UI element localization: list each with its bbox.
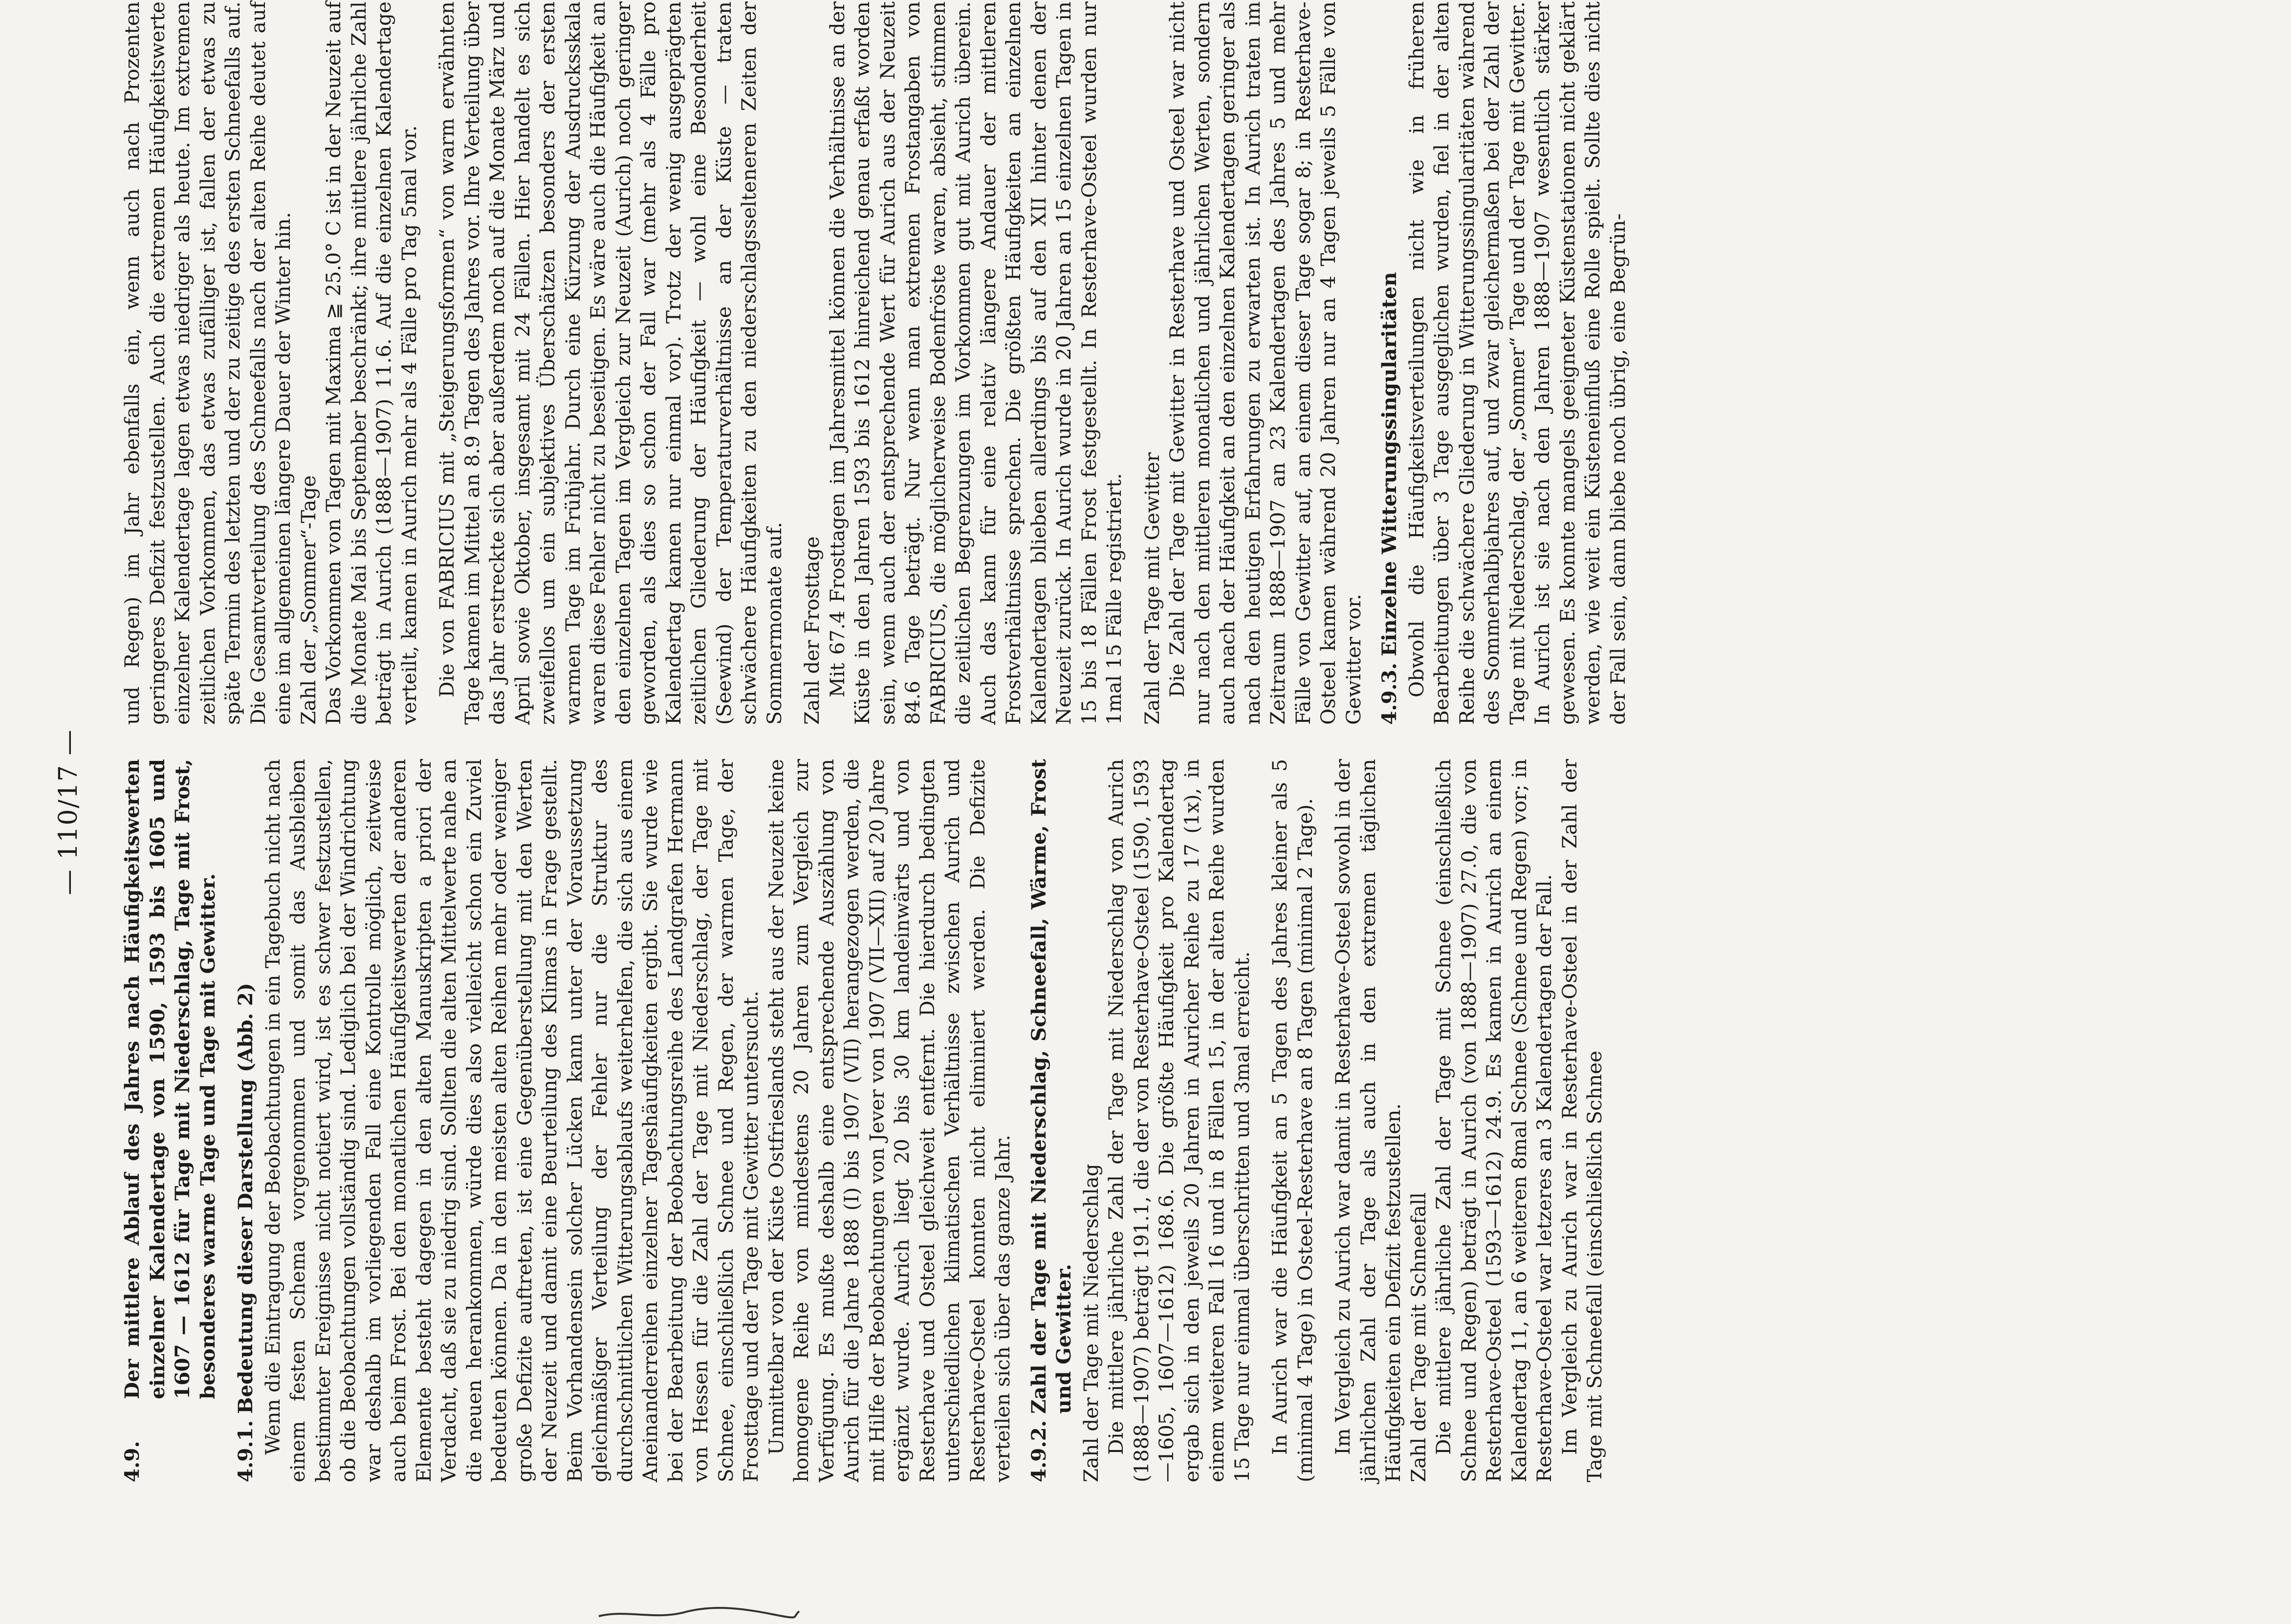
- paragraph: In Aurich war die Häufigkeit an 5 Tagen des Jahres kleiner als 5 (minimal 4 Tage) in Osteel-Resterhave an 8 Tagen (minimal 2 Tage).: [1268, 759, 1317, 1482]
- subsection-title: Zahl der Tage mit Niederschlag, Schneefall, Wärme, Frost und Gewitter.: [1026, 759, 1075, 1414]
- subsection-heading-4-9-1: [233, 759, 259, 1482]
- subheading-sommertage: Zahl der „Sommer“-Tage: [296, 475, 320, 725]
- subsection-number: 4.9.1.: [234, 1420, 257, 1482]
- paragraph: Obwohl die Häufigkeitsverteilungen nicht wie in früheren Bearbeitungen über 3 Tage ausgeglichen wurden, fiel in der alten Reihe die schwächere Gliederung in Witterungssingularitäten während des Sommerhalbjahres auf, und zwar gleichermaßen bei der Zahl der Tage mit Niederschlag, der „Sommer“ Tage und der Tage mit Gewitter. In Aurich ist sie nach den Jahren 1888—1907 wesentlich stärker gewesen. Es konnte mangels geeigneter Küstenstationen nicht geklärt werden, wie weit ein Küsteneinfluß eine Rolle spielt. Sollte dies nicht der Fall sein, dann bliebe noch übrig, eine Begrün-: [1404, 1, 1630, 725]
- paragraph: Unmittelbar von der Küste Ostfrieslands steht aus der Neuzeit keine homogene Reihe von mindestens 20 Jahren zum Vergleich zur Verfügung. Es mußte deshalb eine entsprechende Auszählung von Aurich für die Jahre 1888 (I) bis 1907 (VII) herangezogen werden, die mit Hilfe der Beobachtungen von Jever von 1907 (VII—XII) auf 20 Jahre ergänzt wurde. Aurich liegt 20 bis 30 km landeinwärts und von Resterhave und Osteel gleichweit entfernt. Die hierdurch bedingten unterschiedlichen klimatischen Verhältnisse zwischen Aurich und Resterhave-Osteel konnten nicht eliminiert werden. Die Defizite verteilen sich über das ganze Jahr.: [764, 759, 1014, 1482]
- paragraph: Im Vergleich zu Aurich war in Resterhave-Osteel in der Zahl der Tage mit Schneefall (einschließlich Schnee: [1557, 759, 1606, 1482]
- section-title: Der mittlere Ablauf des Jahres nach Häufigkeitswerten einzelner Kalendertage von 1590, 1593 bis 1605 und 1607 — 1612 für Tage mit Niederschlag, Tage mit Frost, besonderes warme Tage und Tage mit Gewitter.: [120, 759, 219, 1399]
- page-number: — 110/17 —: [54, 729, 83, 895]
- paragraph: Die mittlere jährliche Zahl der Tage mit Niederschlag von Aurich (1888—1907) beträgt 191.1, die der von Resterhave-Osteel (1590, 1593—1605, 1607—1612) 168.6. Die größte Häufigkeit pro Kalendertag ergab sich in den jeweils 20 Jahren in Auricher Reihe zu 17 (1x), in einem weiteren Fall 16 und in 8 Fällen 15, in der alten Reihe wurden 15 Tage nur einmal überschritten und 3mal erreicht.: [1104, 759, 1254, 1482]
- subsection-title: Einzelne Witterungssingularitäten: [1377, 272, 1401, 656]
- paragraph: und Regen) im Jahr ebenfalls ein, wenn auch nach Prozenten geringeres Defizit festzustellen. Auch die extremen Häufigkeitswerte einzelner Kalendertage lagen etwas niedriger als heute. Im extremen zeitlichen Vorkommen, das etwas zufälliger ist, fallen der etwas zu späte Termin des letzten und der zu zeitige des ersten Schneefalls auf. Die Gesamtverteilung des Schneefalls nach der alten Reihe deutet auf eine im allgemeinen längere Dauer der Winter hin.: [120, 1, 295, 725]
- paragraph: Das Vorkommen von Tagen mit Maxima ≧ 25.0° C ist in der Neuzeit auf die Monate Mai bis September beschränkt; ihre mittlere jährliche Zahl beträgt in Aurich (1888—1907) 11.6. Auf die einzelnen Kalendertage verteilt, kamen in Aurich mehr als 4 Fälle pro Tag 5mal vor.: [322, 1, 421, 725]
- paragraph: Wenn die Eintragung der Beobachtungen in ein Tagebuch nicht nach einem festen Schema vorgenommen und somit das Ausbleiben bestimmter Ereignisse nicht notiert wird, ist es schwer festzustellen, ob die Beobachtungen vollständig sind. Lediglich bei der Windrichtung war deshalb im vorliegenden Fall eine Kontrolle möglich, zeitweise auch beim Frost. Bei den monatlichen Häufigkeitswerten der anderen Elemente besteht dagegen in den alten Manuskripten a priori der Verdacht, daß sie zu niedrig sind. Sollten die alten Mittelwerte nahe an die neuen herankommen, würde dies also vielleicht schon ein Zuviel bedeuten können. Da in den meisten alten Reihen mehr oder weniger große Defizite auftreten, ist eine Gegenüberstellung mit den Werten der Neuzeit und damit eine Beurteilung des Klimas in Frage gestellt. Beim Vorhandensein solcher Lücken kann unter der Voraussetzung gleichmäßiger Verteilung der Fehler nur die Struktur des durchschnittlichen Witterungsablaufs weiterhelfen, die sich aus einem Aneinanderreihen einzelner Tageshäufigkeiten ergibt. Sie wurde wie bei der Bearbeitung der Beobachtungsreihe des Landgrafen Hermann von Hessen für die Zahl der Tage mit Niederschlag, der Tage mit Schnee, einschließlich Schnee und Regen, der warmen Tage, der Frosttage und der Tage mit Gewitter untersucht.: [261, 759, 763, 1482]
- subsection-heading-4-9-3: [1377, 1, 1402, 725]
- paragraph: Die mittlere jährliche Zahl der Tage mit Schnee (einschließlich Schnee und Regen) beträgt in Aurich (von 1888—1907) 27.0, die von Resterhave-Osteel (1593—1612) 24.9. Es kamen in Aurich an einem Kalendertag 11, an 6 weiteren 8mal Schnee (Schnee und Regen) vor; in Resterhave-Osteel war letzeres an 3 Kalendertagen der Fall.: [1432, 759, 1556, 1482]
- left-column: [120, 759, 1608, 1482]
- subheading-gewitter: Zahl der Tage mit Gewitter: [1140, 452, 1164, 725]
- paragraph: Im Vergleich zu Aurich war damit in Resterhave-Osteel sowohl in der jährlichen Zahl der Tage als auch in den extremen täglichen Häufigkeiten ein Defizit festzustellen.: [1331, 759, 1405, 1482]
- right-column: [120, 1, 1631, 725]
- handwritten-mark: [596, 1605, 802, 1621]
- subheading-niederschlag: Zahl der Tage mit Niederschlag: [1079, 1164, 1103, 1482]
- subheading-frosttage: Zahl der Frosttage: [800, 536, 824, 725]
- paragraph: Die Zahl der Tage mit Gewitter in Resterhave und Osteel war nicht nur nach den mittleren monatlichen und jährlichen Werten, sondern auch nach der Häufigkeit an den einzelnen Kalendertagen geringer als nach den heutigen Erfahrungen zu erwarten ist. In Aurich traten im Zeitraum 1888—1907 an 23 Kalendertagen des Jahres 5 und mehr Fälle von Gewitter auf, an einem dieser Tage sogar 8; in Resterhave-Osteel kamen während 20 Jahren nur an 4 Tagen jeweils 5 Fälle von Gewitter vor.: [1165, 1, 1365, 725]
- subsection-number: 4.9.3.: [1377, 663, 1401, 725]
- subheading-schneefall: Zahl der Tage mit Schneefall: [1406, 1192, 1430, 1482]
- section-number: 4.9.: [120, 1441, 144, 1482]
- subsection-heading-4-9-2: [1026, 759, 1077, 1482]
- paragraph: Die von FABRICIUS mit „Steigerungsformen“ von warm erwähnten Tage kamen im Mittel an 8.9 Tagen des Jahres vor. Ihre Verteilung über das Jahr erstreckte sich aber außerdem noch auf die Monate März und April sowie Oktober, insgesamt mit 24 Fällen. Hier handelt es sich zweifellos um ein subjektives Überschätzen besonders der ersten warmen Tage im Frühjahr. Durch eine Kürzung der Ausdrucksskala waren diese Fehler nicht zu beseitigen. Es wäre auch die Häufigkeit an den einzelnen Tagen im Vergleich zur Neuzeit (Aurich) noch geringer geworden, als dies so schon der Fall war (mehr als 4 Fälle pro Kalendertag kamen nur einmal vor). Trotz der wenig ausgeprägten zeitlichen Gliederung der Häufigkeit — wohl eine Besonderheit (Seewind) der Temperaturverhältnisse an der Küste — traten schwächere Häufigkeiten zu den niederschlagsselteneren Zeiten der Sommermonate auf.: [435, 1, 786, 725]
- section-heading: [120, 759, 220, 1482]
- paragraph: Mit 67.4 Frosttagen im Jahresmittel können die Verhältnisse an der Küste in den Jahren 1593 bis 1612 hinreichend genau erfaßt worden sein, wenn auch der entsprechende Wert für Aurich aus der Neuzeit 84.6 Tage beträgt. Nur wenn man extremen Frostangaben von FABRICIUS, die möglicherweise Bodenfröste waren, absieht, stimmen die zeitlichen Begrenzungen im Vorkommen gut mit Aurich überein. Auch das kann für eine relativ längere Andauer der mittleren Frostverhältnisse sprechen. Die größten Häufigkeiten an einzelnen Kalendertagen blieben allerdings bis auf den XII hinter denen der Neuzeit zurück. In Aurich wurde in 20 Jahren an 15 einzelnen Tagen in 15 bis 18 Fällen Frost festgestellt. In Resterhave-Osteel wurden nur 1mal 15 Fälle registriert.: [825, 1, 1126, 725]
- subsection-number: 4.9.2.: [1026, 1420, 1050, 1482]
- subsection-title: Bedeutung dieser Darstellung (Abb. 2): [234, 983, 257, 1414]
